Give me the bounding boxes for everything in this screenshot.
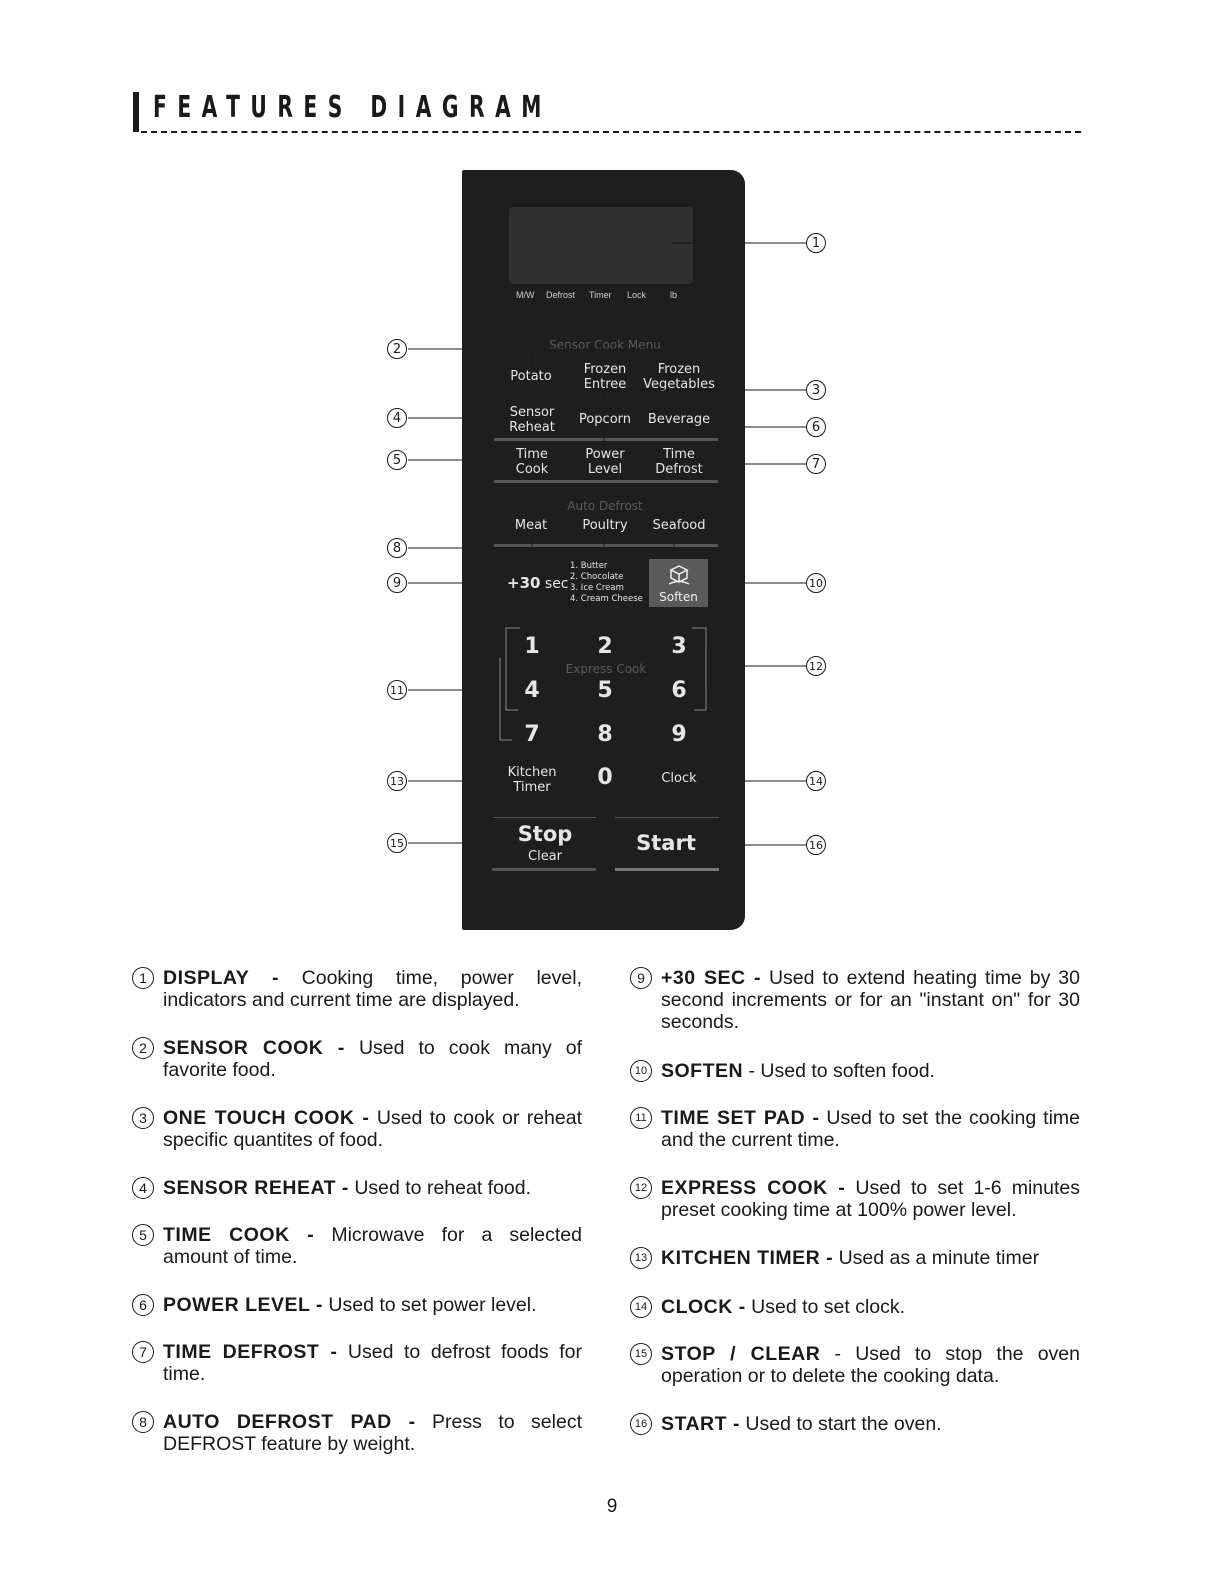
indicator-lb: lb	[670, 290, 678, 300]
description-14: 14 CLOCK - Used to set clock.	[630, 1296, 1080, 1318]
frozen-vegetables-key[interactable]: Frozen Vegetables	[643, 362, 715, 392]
indicator-lock: Lock	[627, 290, 647, 300]
description-5: 5 TIME COOK - Microwave for a selected amount of time.	[132, 1224, 582, 1268]
digit-8-key[interactable]: 8	[597, 722, 613, 747]
indicator-mw: M/W	[516, 290, 535, 300]
description-10: 10 SOFTEN - Used to soften food.	[630, 1060, 1080, 1082]
digit-7-key[interactable]: 7	[524, 722, 540, 747]
auto-defrost-label: Auto Defrost	[567, 499, 643, 513]
frozen-entree-key[interactable]: Frozen Entree	[583, 362, 627, 392]
callout-1: 1	[806, 233, 826, 253]
plus30-key[interactable]: +30 sec	[507, 574, 569, 592]
callout-14: 14	[806, 771, 826, 791]
meat-key[interactable]: Meat	[514, 518, 548, 533]
kitchen-timer-key[interactable]: Kitchen Timer	[507, 765, 557, 795]
poultry-key[interactable]: Poultry	[582, 518, 628, 533]
callout-7: 7	[806, 454, 826, 474]
page-title: FEATURES DIAGRAM	[153, 90, 552, 125]
clear-label: Clear	[528, 849, 562, 864]
callout-8: 8	[387, 538, 407, 558]
callout-11: 11	[387, 680, 407, 700]
digit-2-key[interactable]: 2	[597, 634, 613, 659]
potato-key[interactable]: Potato	[510, 369, 552, 384]
description-12: 12 EXPRESS COOK - Used to set 1-6 minutes preset cooking time at 100% power level.	[630, 1177, 1080, 1221]
beverage-key[interactable]: Beverage	[647, 412, 711, 427]
indicator-defrost: Defrost	[546, 290, 576, 300]
description-15: 15 STOP / CLEAR - Used to stop the oven operation or to delete the cooking data.	[630, 1343, 1080, 1387]
description-2: 2 SENSOR COOK - Used to cook many of favorite food.	[132, 1037, 582, 1081]
express-cook-label: Express Cook	[565, 662, 647, 676]
soften-key[interactable]: Soften	[649, 559, 708, 607]
description-8: 8 AUTO DEFROST PAD - Press to select DEFROST feature by weight.	[132, 1411, 582, 1455]
digit-1-key[interactable]: 1	[524, 634, 540, 659]
digit-5-key[interactable]: 5	[597, 678, 613, 703]
description-7: 7 TIME DEFROST - Used to defrost foods for time.	[132, 1341, 582, 1385]
callout-12: 12	[806, 656, 826, 676]
seafood-key[interactable]: Seafood	[652, 518, 706, 533]
callout-4: 4	[387, 408, 407, 428]
stop-key[interactable]: Stop	[517, 822, 573, 846]
callout-6: 6	[806, 417, 826, 437]
callout-5: 5	[387, 450, 407, 470]
description-3: 3 ONE TOUCH COOK - Used to cook or reheat specific quantites of food.	[132, 1107, 582, 1151]
popcorn-key[interactable]: Popcorn	[578, 412, 632, 427]
digit-4-key[interactable]: 4	[524, 678, 540, 703]
power-level-key[interactable]: Power Level	[585, 447, 625, 477]
sensor-cook-menu-label: Sensor Cook Menu	[549, 338, 661, 352]
callout-13: 13	[387, 771, 407, 791]
callout-15: 15	[387, 833, 407, 853]
description-4: 4 SENSOR REHEAT - Used to reheat food.	[132, 1177, 582, 1199]
page-number: 9	[606, 1496, 618, 1517]
description-6: 6 POWER LEVEL - Used to set power level.	[132, 1294, 582, 1316]
description-9: 9 +30 SEC - Used to extend heating time by 30 second increments or for an "instant on" for 30 seconds.	[630, 967, 1080, 1033]
indicator-timer: Timer	[589, 290, 612, 300]
callout-2: 2	[387, 339, 407, 359]
clock-key[interactable]: Clock	[661, 771, 697, 786]
callout-9: 9	[387, 573, 407, 593]
description-1: 1 DISPLAY - Cooking time, power level, indicators and current time are displayed.	[132, 967, 582, 1011]
start-key[interactable]: Start	[636, 831, 696, 855]
digit-3-key[interactable]: 3	[671, 634, 687, 659]
description-13: 13 KITCHEN TIMER - Used as a minute timer	[630, 1247, 1080, 1269]
sensor-reheat-key[interactable]: Sensor Reheat	[509, 405, 555, 435]
callout-10: 10	[806, 573, 826, 593]
digit-0-key[interactable]: 0	[597, 765, 613, 790]
description-16: 16 START - Used to start the oven.	[630, 1413, 1080, 1435]
callout-16: 16	[806, 835, 826, 855]
digit-6-key[interactable]: 6	[671, 678, 687, 703]
time-defrost-key[interactable]: Time Defrost	[655, 447, 703, 477]
soften-list: 1. Butter 2. Chocolate 3. Ice Cream 4. Cream Cheese	[570, 561, 643, 604]
digit-9-key[interactable]: 9	[671, 722, 687, 747]
callout-3: 3	[806, 380, 826, 400]
time-cook-key[interactable]: Time Cook	[515, 447, 549, 477]
description-11: 11 TIME SET PAD - Used to set the cooking time and the current time.	[630, 1107, 1080, 1151]
